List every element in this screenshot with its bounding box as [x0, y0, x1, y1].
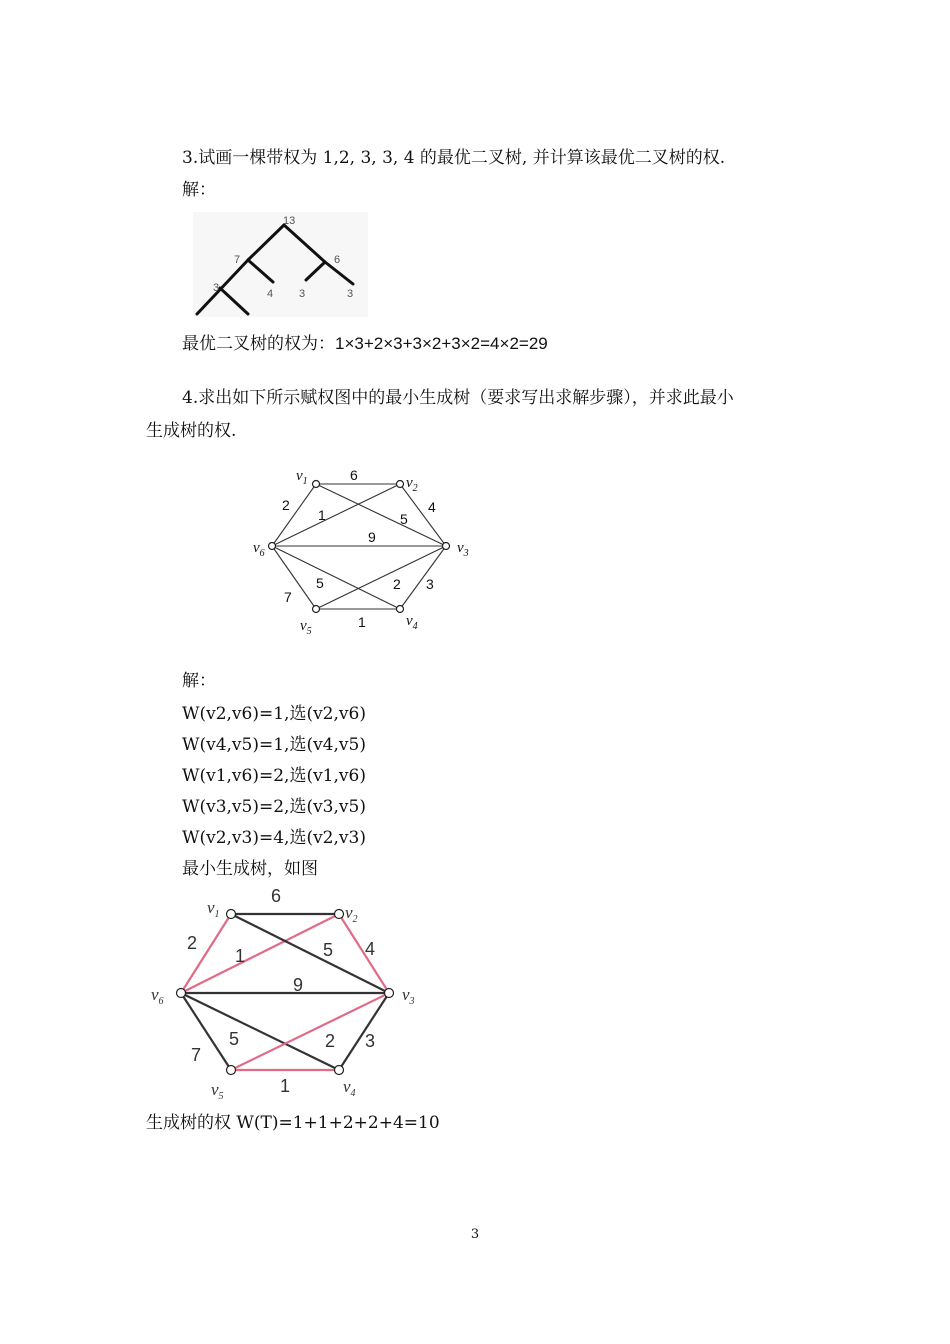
edge-weight-label: 2	[187, 933, 198, 953]
edge-weight-label: 7	[284, 589, 292, 605]
edge-weight-label: 2	[393, 576, 401, 592]
tree-label-leaf: 3	[347, 288, 354, 300]
vertex-node	[385, 989, 394, 998]
vertex-node	[335, 910, 344, 919]
problem3-result-formula: 1×3+2×3+3×2+3×2=4×2=29	[335, 334, 548, 353]
vertex-node	[227, 910, 236, 919]
mst-total-weight: 生成树的权 W(T)=1+1+2+2+4=10	[146, 1113, 440, 1133]
step-line: W(v4,v5)=1,选(v4,v5)	[182, 735, 366, 755]
edge-weight-label: 9	[368, 529, 376, 545]
edge-weight-label: 5	[316, 575, 324, 591]
vertex-label: $v_5$	[211, 1080, 224, 1102]
step-line: W(v1,v6)=2,选(v1,v6)	[182, 766, 366, 786]
vertex-node	[313, 481, 320, 488]
edge-weight-label: 1	[318, 507, 326, 523]
vertex-node	[397, 606, 404, 613]
vertex-label: $v_2$	[406, 475, 418, 494]
page-number: 3	[470, 1227, 480, 1242]
vertex-label: $v_5$	[300, 618, 312, 637]
edge-weight-label: 6	[271, 886, 282, 906]
edge-weight-label: 5	[323, 940, 334, 960]
vertex-node	[227, 1066, 236, 1075]
vertex-label: $v_2$	[345, 903, 358, 925]
problem3-question: 3.试画一棵带权为 1,2, 3, 3, 4 的最优二叉树, 并计算该最优二叉树的权.	[182, 148, 726, 168]
tree-label-leaf: 3	[299, 288, 306, 300]
tree-label-right: 6	[334, 254, 341, 266]
edge-weight-label: 6	[350, 467, 358, 483]
edge-weight-label: 4	[365, 939, 376, 959]
edge-weight-label: 5	[229, 1029, 240, 1049]
edge-weight-label: 9	[293, 975, 304, 995]
mst-graph	[145, 885, 435, 1100]
edge-weight-label: 3	[365, 1031, 376, 1051]
vertex-node	[443, 543, 450, 550]
vertex-node	[397, 481, 404, 488]
step-line: W(v2,v6)=1,选(v2,v6)	[182, 704, 366, 724]
tree-label-left: 7	[234, 254, 241, 266]
step-line: W(v3,v5)=2,选(v3,v5)	[182, 797, 366, 817]
edge-weight-label: 5	[400, 511, 408, 527]
step-line: W(v2,v3)=4,选(v2,v3)	[182, 828, 366, 848]
vertex-label: $v_1$	[296, 468, 308, 487]
edge-weight-label: 7	[191, 1045, 202, 1065]
vertex-label: $v_3$	[402, 985, 415, 1007]
vertex-node	[269, 543, 276, 550]
problem4-question-line1: 4.求出如下所示赋权图中的最小生成树（要求写出求解步骤），并求此最小	[182, 388, 734, 408]
edge-weight-label: 4	[428, 499, 436, 515]
problem4-question-line2: 生成树的权.	[146, 421, 237, 441]
edge-weight-label: 3	[426, 576, 434, 592]
tree-label-leaf: 3	[213, 282, 220, 294]
vertex-label: $v_4$	[343, 1077, 356, 1099]
edge-v6-v5	[272, 546, 316, 609]
edge-weight-label: 1	[280, 1076, 291, 1096]
tree-label-leaf: 4	[267, 288, 274, 300]
tree-label-root: 13	[283, 215, 296, 227]
problem3-result	[182, 333, 548, 355]
vertex-label: $v_4$	[406, 613, 418, 632]
edge-weight-label: 2	[325, 1031, 336, 1051]
problem4-answer-label: 解：	[182, 671, 216, 691]
problem3-answer-label: 解：	[182, 180, 216, 200]
vertex-label: $v_1$	[207, 898, 220, 920]
edge-weight-label: 1	[235, 946, 246, 966]
vertex-node	[313, 606, 320, 613]
edge-weight-label: 2	[282, 497, 290, 513]
vertex-node	[335, 1066, 344, 1075]
edge-weight-label: 1	[358, 614, 366, 630]
problem3-result-prefix: 最优二叉树的权为：	[182, 334, 335, 354]
edge-v3-v4	[400, 546, 446, 609]
mst-caption: 最小生成树，如图	[182, 859, 318, 879]
edge-v1-v6	[272, 484, 316, 546]
vertex-label: $v_6$	[253, 540, 265, 559]
vertex-label: $v_3$	[457, 540, 469, 559]
weighted-graph	[250, 460, 490, 635]
huffman-tree	[193, 212, 368, 317]
vertex-node	[177, 989, 186, 998]
vertex-label: $v_6$	[151, 985, 164, 1007]
